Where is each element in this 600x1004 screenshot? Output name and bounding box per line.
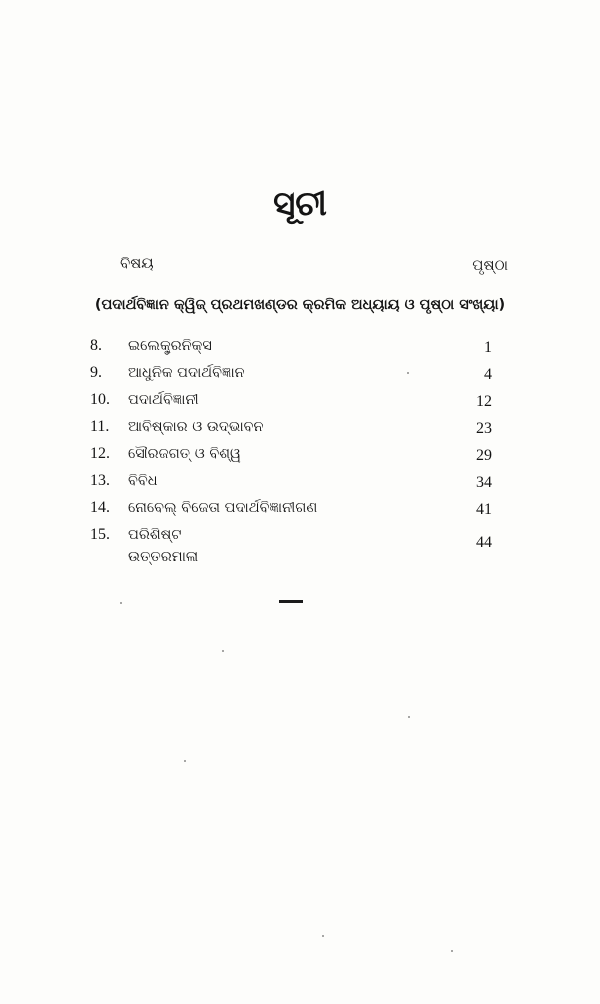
toc-entry [0,442,600,469]
chapter-title: ବିବିଧ [128,473,158,489]
chapter-title: ପରିଶିଷ୍ଟ [128,527,182,543]
chapter-title: ସୌରଜଗତ୍ ଓ ବିଶ୍ୱ [128,446,241,462]
chapter-title: ନୋବେଲ୍ ବିଜେତା ପଦାର୍ଥବିଜ୍ଞାନୀଗଣ [128,500,318,516]
print-speck [322,935,324,937]
chapter-number: 8. [90,337,102,354]
print-speck [222,650,224,652]
page-number: 34 [476,474,492,491]
page-number: 1 [484,339,492,356]
chapter-title: ପଦାର୍ଥବିଜ୍ଞାନୀ [128,392,199,408]
toc-entry [0,388,600,415]
chapter-number: 10. [90,391,110,408]
toc-entry [0,361,600,388]
page-number: 4 [484,366,492,383]
chapter-number: 9. [90,364,102,381]
page-number: 29 [476,447,492,464]
chapter-number: 11. [90,418,110,435]
chapter-title: ଆଧୁନିକ ପଦାର୍ଥବିଜ୍ଞାନ [128,365,245,381]
chapter-number: 12. [90,445,110,462]
contents-subtitle: (ପଦାର୍ଥବିଜ୍ଞାନ କ୍ୱିଜ୍ ପ୍ରଥମଖଣ୍ଡର କ୍ରମିକ ଅଧ୍ୟାୟ ଓ ପୃଷ୍ଠା ସଂଖ୍ୟା) [94,297,506,313]
toc-entry [0,469,600,496]
chapter-number: 13. [90,472,110,489]
end-dash [279,600,303,603]
toc-entry [0,496,600,523]
page-number: 44 [476,534,492,551]
page-number: 23 [476,420,492,437]
chapter-number: 15. [90,526,110,543]
page-number: 12 [476,393,492,410]
toc-entry [0,523,600,575]
toc-entry [0,415,600,442]
print-speck [451,950,453,952]
print-speck [120,602,122,604]
print-speck [407,372,409,374]
column-header-subject: ବିଷୟ [120,254,154,272]
toc-entry [0,334,600,361]
chapter-title: ଇଲେକ୍ଟ୍ରନିକ୍ସ [128,338,212,354]
print-speck [408,716,410,718]
table-of-contents [0,334,600,575]
page-number: 41 [476,501,492,518]
column-header-page: ପୃଷ୍ଠା [472,256,508,274]
page-title: ସୂଚୀ [273,184,327,224]
chapter-subtitle: ଉତ୍ତରମାଳା [128,549,199,565]
chapter-number: 14. [90,499,110,516]
print-speck [184,760,186,762]
chapter-title: ଆବିଷ୍କାର ଓ ଉଦ୍ଭାବନ [128,419,264,435]
